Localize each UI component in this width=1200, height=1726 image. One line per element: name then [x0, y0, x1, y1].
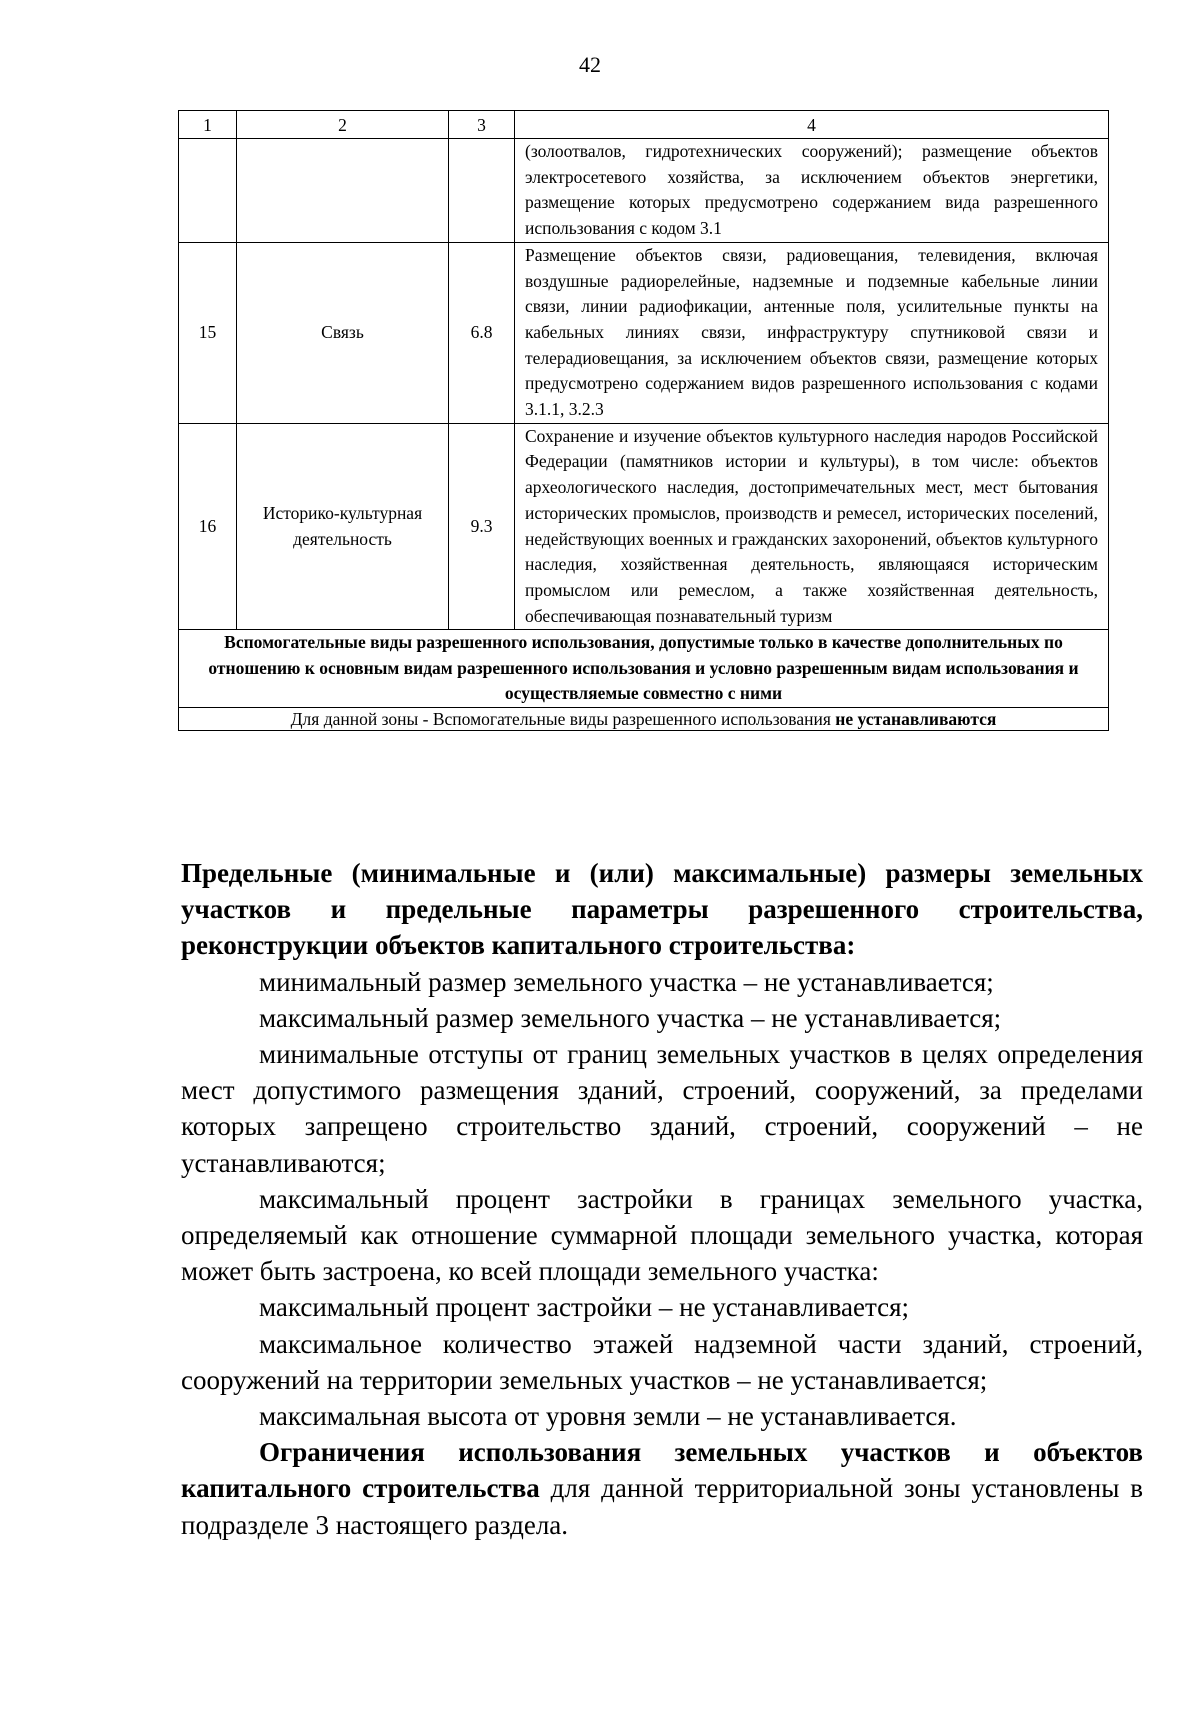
paragraph: максимальное количество этажей надземной части зданий, строений, сооружений на территории земельных участков – не устанавливается;	[181, 1328, 1143, 1395]
auxiliary-uses-title: Вспомогательные виды разрешенного использования, допустимые только в качестве дополнительных по отношению к основным видам разрешенного использования и условно разрешенным видам использования и осуществляемые совместно с ними	[179, 630, 1109, 708]
land-use-table	[178, 110, 1109, 731]
parameters-heading: Предельные (минимальные и (или) максимальные) размеры земельных участков и предельные параметры разрешенного строительства, реконструкции объектов капитального строительства:	[181, 858, 1143, 961]
use-type-name: Связь	[237, 242, 449, 423]
note-row	[179, 707, 1109, 730]
use-type-description: (золоотвалов, гидротехнических сооружений); размещение объектов электросетевого хозяйства, за исключением объектов энергетики, размещение которых предусмотрено содержанием вида разрешенного использования с кодом 3.1	[515, 139, 1109, 243]
restrictions-paragraph	[181, 1434, 1143, 1543]
table-row	[179, 139, 1109, 243]
paragraph: максимальная высота от уровня земли – не устанавливается.	[259, 1401, 957, 1432]
table-header-row	[179, 111, 1109, 139]
paragraph: минимальный размер земельного участка – не устанавливается;	[259, 966, 994, 997]
column-header-2: 2	[237, 111, 449, 139]
paragraph: минимальные отступы от границ земельных участков в целях определения мест допустимого размещения зданий, строений, сооружений, за пределами которых запрещено строительство зданий, строений, сооружений – не устанавливаются;	[181, 1039, 1143, 1178]
use-type-name	[237, 139, 449, 243]
use-type-name: Историко-культурная деятельность	[237, 423, 449, 630]
column-header-1: 1	[179, 111, 237, 139]
paragraph: максимальный процент застройки – не устанавливается;	[259, 1292, 910, 1323]
use-type-description: Размещение объектов связи, радиовещания, телевидения, включая воздушные радиорелейные, надземные и подземные кабельные линии связи, линии радиофикации, антенные поля, усилительные пункты на кабельных линиях связи, инфраструктуру спутниковой связи и телерадиовещания, за исключением объектов связи, размещение которых предусмотрено содержанием видов разрешенного использования с кодами 3.1.1, 3.2.3	[515, 242, 1109, 423]
table-row	[179, 242, 1109, 423]
note-prefix: Для данной зоны - Вспомогательные виды разрешенного использования	[290, 708, 836, 729]
paragraph: максимальный размер земельного участка – не устанавливается;	[259, 1002, 1002, 1033]
column-header-4: 4	[515, 111, 1109, 139]
row-number: 16	[179, 423, 237, 630]
use-type-description: Сохранение и изучение объектов культурного наследия народов Российской Федерации (памятников истории и культуры), в том числе: объектов археологического наследия, достопримечательных мест, мест бытования исторических промыслов, производств и ремесел, исторических поселений, недействующих военных и гражданских захоронений, объектов культурного наследия, хозяйственная деятельность, являющаяся историческим промыслом или ремеслом, а также хозяйственная деятельность, обеспечивающая познавательный туризм	[515, 423, 1109, 630]
use-type-code	[449, 139, 515, 243]
note-bold: не устанавливаются	[835, 708, 997, 729]
auxiliary-uses-note	[179, 707, 1109, 730]
restrictions-bold: Ограничения использования земельных участков и объектов капитального строительства	[181, 1437, 1143, 1504]
page-number: 42	[579, 52, 601, 77]
column-header-3: 3	[449, 111, 515, 139]
section-title-row	[179, 630, 1109, 708]
regulations-text	[181, 855, 1143, 1543]
row-number	[179, 139, 237, 243]
row-number: 15	[179, 242, 237, 423]
use-type-code: 9.3	[449, 423, 515, 630]
use-type-code: 6.8	[449, 242, 515, 423]
table-row	[179, 423, 1109, 630]
paragraph: максимальный процент застройки в границах земельного участка, определяемый как отношение суммарной площади земельного участка, которая может быть застроена, ко всей площади земельного участка:	[181, 1183, 1143, 1287]
restrictions-rest: для данной территориальной зоны установлены в подразделе 3 настоящего раздела.	[181, 1473, 1143, 1540]
